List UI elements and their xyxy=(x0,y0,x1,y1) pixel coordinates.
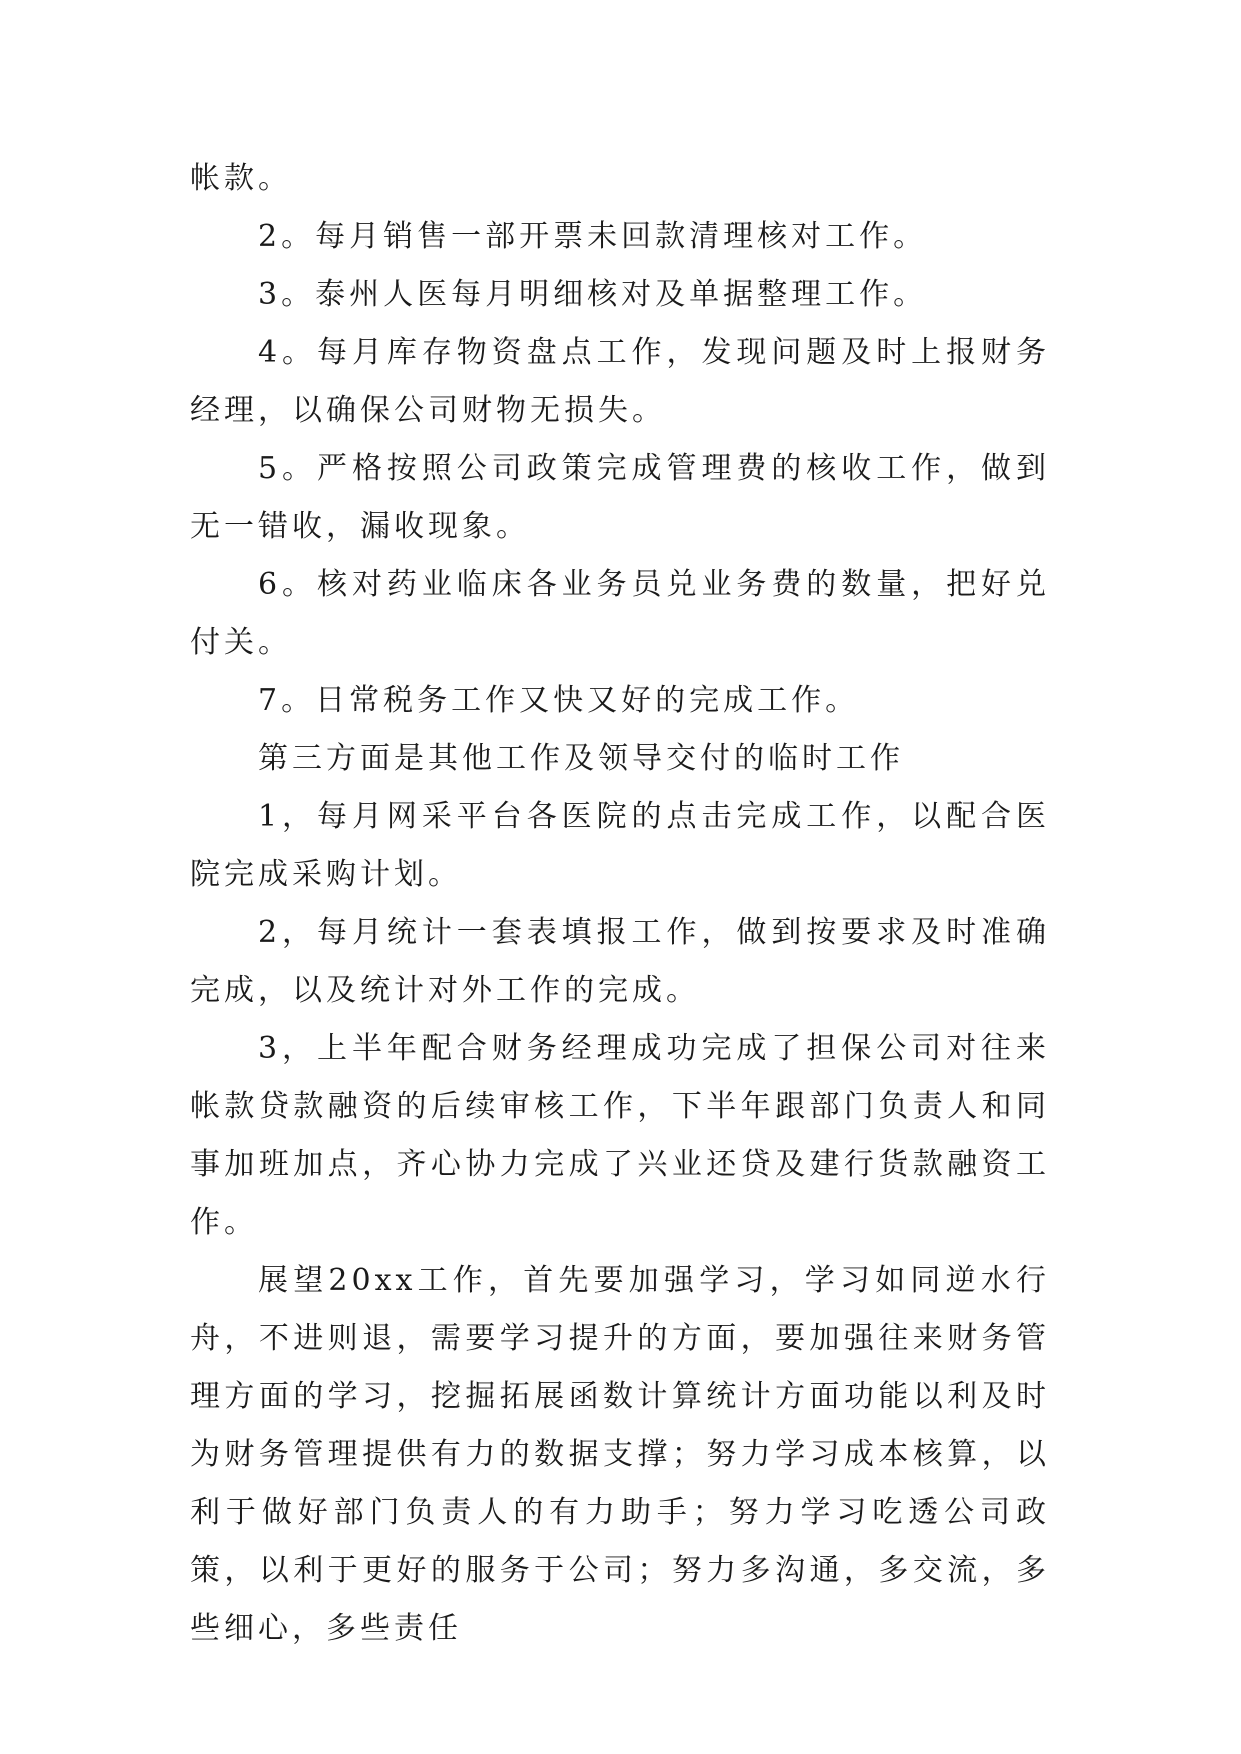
paragraph: 6。核对药业临床各业务员兑业务费的数量，把好兑付关。 xyxy=(190,567,1050,660)
paragraph: 展望20xx工作，首先要加强学习，学习如同逆水行舟，不进则退，需要学习提升的方面，要加强往来财务管理方面的学习，挖掘拓展函数计算统计方面功能以利及时为财务管理提供有力的数据支撑；努力学习成本核算，以利于做好部门负责人的有力助手；努力学习吃透公司政策，以利于更好的服务于公司；努力多沟通，多交流，多些细心，多些责任 xyxy=(190,1263,1050,1646)
paragraph: 2，每月统计一套表填报工作，做到按要求及时准确完成，以及统计对外工作的完成。 xyxy=(190,915,1050,1008)
section-heading: 第三方面是其他工作及领导交付的临时工作 xyxy=(258,741,904,776)
paragraph: 5。严格按照公司政策完成管理费的核收工作，做到无一错收，漏收现象。 xyxy=(190,451,1050,544)
document-body xyxy=(190,150,1050,1658)
paragraph: 3。泰州人医每月明细核对及单据整理工作。 xyxy=(258,277,928,312)
paragraph: 3，上半年配合财务经理成功完成了担保公司对往来帐款贷款融资的后续审核工作，下半年跟部门负责人和同事加班加点，齐心协力完成了兴业还贷及建行货款融资工作。 xyxy=(190,1031,1050,1240)
paragraph: 2。每月销售一部开票未回款清理核对工作。 xyxy=(258,219,928,254)
paragraph: 4。每月库存物资盘点工作，发现问题及时上报财务经理，以确保公司财物无损失。 xyxy=(190,335,1050,428)
paragraph: 帐款。 xyxy=(190,161,292,196)
paragraph: 7。日常税务工作又快又好的完成工作。 xyxy=(258,683,860,718)
paragraph: 1，每月网采平台各医院的点击完成工作，以配合医院完成采购计划。 xyxy=(190,799,1050,892)
